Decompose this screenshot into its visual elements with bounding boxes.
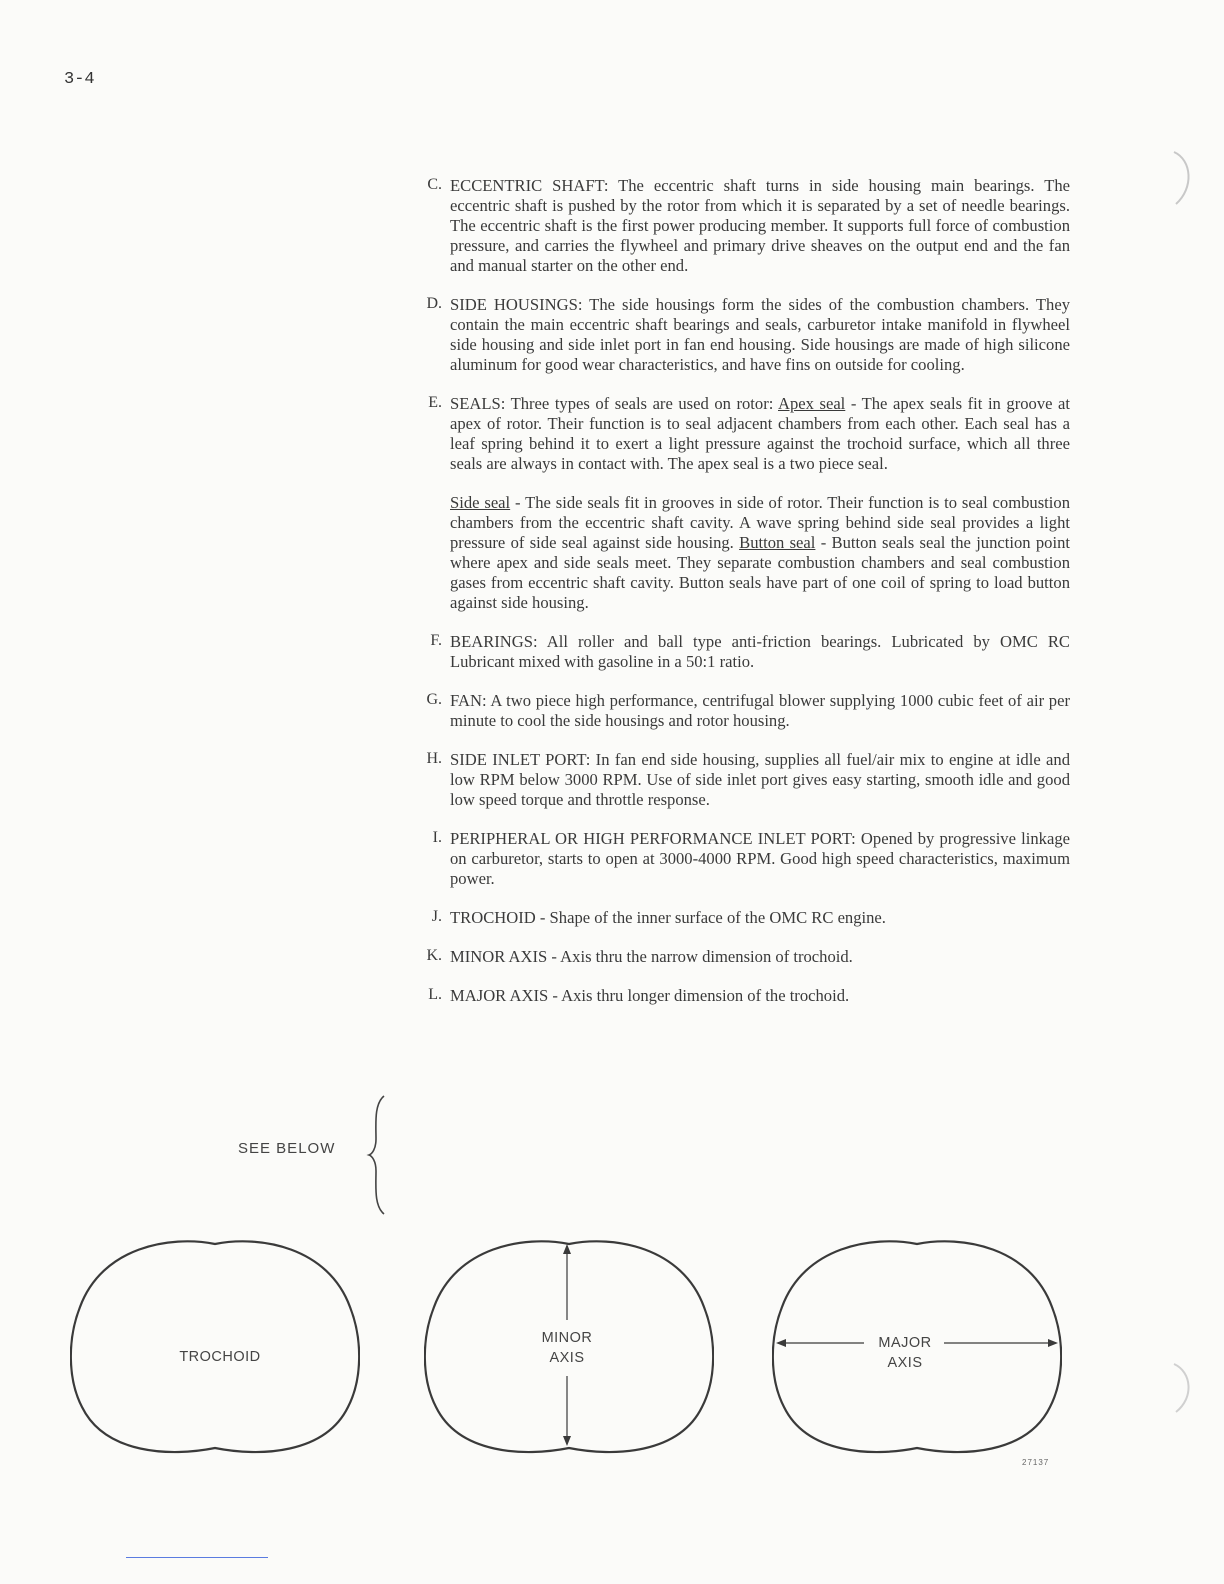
item-letter: I. — [432, 829, 442, 846]
list-item-k — [412, 947, 1070, 967]
item-text: ECCENTRIC SHAFT: The eccentric shaft turns in side housing main bearings. The eccentric shaft is pushed by the rotor from which it is separated by a set of needle bearings. The eccentric shaft is the first power producing member. It supports full force of combustion pressure, and carries the flywheel and primary drive sheaves on the output end and the fan and manual starter on the other end. — [450, 176, 1070, 275]
item-text: SIDE HOUSINGS: The side housings form the sides of the combustion chambers. They contain the main eccentric shaft bearings and seals, carburetor intake manifold in flywheel side housing and side inlet port in fan end housing. Side housings are made of high silicone aluminum for good wear characteristics, and have fins on outside for cooling. — [450, 295, 1070, 374]
list-item-l — [412, 986, 1070, 1006]
item-text-part: - The apex seals fit in groove at apex of rotor. Their function is to seal adjacent chambers from each other. Each seal has a leaf spring behind it to exert a light pressure against the trochoid surface, which all three seals are always in contact with. The apex seal is a two piece seal. — [450, 394, 1071, 473]
minor-axis-label — [517, 1328, 617, 1368]
list-item-d — [412, 295, 1070, 375]
major-axis-label — [855, 1333, 955, 1373]
binder-hole-mark — [1168, 148, 1198, 208]
item-text-part: SEALS: Three types of seals are used on rotor: — [450, 394, 778, 413]
list-item-f — [412, 632, 1070, 672]
side-seal-label: Side seal — [450, 493, 511, 512]
item-text: FAN: A two piece high performance, centrifugal blower supplying 1000 cubic feet of air per minute to cool the side housings and rotor housing. — [450, 691, 1070, 730]
list-item-e — [412, 394, 1070, 474]
document-body — [412, 176, 1070, 1025]
item-text: PERIPHERAL OR HIGH PERFORMANCE INLET PORT: Opened by progressive linkage on carburetor, starts to open at 3000-4000 RPM. Good high speed characteristics, maximum power. — [450, 829, 1070, 888]
figure-number: 27137 — [1022, 1458, 1050, 1467]
item-letter: C. — [427, 176, 442, 193]
see-below-label: SEE BELOW — [238, 1140, 336, 1157]
item-letter: F. — [430, 632, 442, 649]
item-text — [450, 394, 1070, 474]
minor-label-line1: MINOR — [541, 1330, 593, 1346]
blue-underline-mark — [126, 1557, 268, 1558]
list-item-g — [412, 691, 1070, 731]
minor-label-line2: AXIS — [549, 1350, 585, 1366]
item-text: TROCHOID - Shape of the inner surface of the OMC RC engine. — [450, 908, 886, 927]
item-letter: G. — [426, 691, 442, 708]
item-letter: L. — [428, 986, 442, 1003]
item-letter: K. — [426, 947, 442, 964]
list-item-j — [412, 908, 1070, 928]
item-letter: H. — [426, 750, 442, 767]
item-text: MINOR AXIS - Axis thru the narrow dimension of trochoid. — [450, 947, 853, 966]
major-label-line2: AXIS — [887, 1355, 923, 1371]
item-text: SIDE INLET PORT: In fan end side housing, supplies all fuel/air mix to engine at idle and low RPM below 3000 RPM. Use of side inlet port gives easy starting, smooth idle and good low speed torque and throttle response. — [450, 750, 1070, 809]
button-seal-text: - Button seals seal the junction point where apex and side seals meet. They separate combustion chambers and seal combustion gases from eccentric shaft cavity. Button seals have part of one coil of spring to load button against side housing. — [450, 533, 1070, 612]
list-item-h — [412, 750, 1070, 810]
button-seal-label: Button seal — [739, 533, 816, 552]
binder-hole-mark — [1170, 1360, 1198, 1416]
apex-seal-label: Apex seal — [778, 394, 846, 413]
side-seal-text: - The side seals fit in grooves in side of rotor. Their function is to seal combustion chambers from the eccentric shaft cavity. A wave spring behind side seal provides a light pressure of side seal against side housing. — [450, 493, 1070, 552]
page-number: 3-4 — [64, 70, 95, 89]
major-label-line1: MAJOR — [878, 1335, 932, 1351]
item-letter: E. — [428, 394, 442, 411]
list-item-i — [412, 829, 1070, 889]
seal-subparagraph — [450, 493, 1070, 613]
item-letter: J. — [431, 908, 442, 925]
item-text: MAJOR AXIS - Axis thru longer dimension of the trochoid. — [450, 986, 850, 1005]
item-letter: D. — [426, 295, 442, 312]
list-item-c — [412, 176, 1070, 276]
trochoid-label: TROCHOID — [179, 1349, 261, 1365]
curly-brace-icon — [366, 1094, 390, 1216]
item-text: BEARINGS: All roller and ball type anti-friction bearings. Lubricated by OMC RC Lubricant mixed with gasoline in a 50:1 ratio. — [450, 632, 1070, 671]
